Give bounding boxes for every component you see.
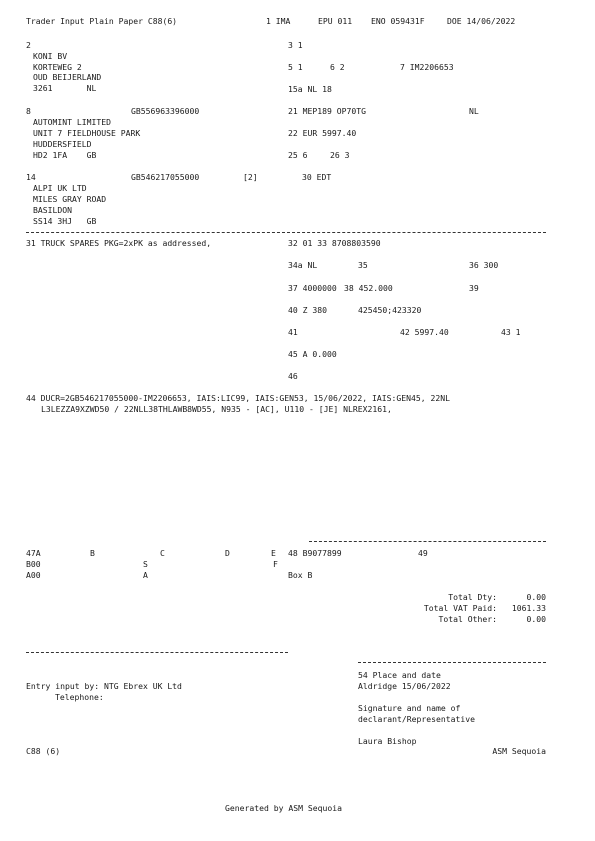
box-47-col-c: C — [160, 548, 165, 558]
box-14-label: 14 — [26, 172, 36, 182]
box-44-additional-info: 44 DUCR=2GB546217055000-IM2206653, IAIS:LIC99, IAIS:GEN53, 15/06/2022, IAIS:GEN45, 22NL — [26, 393, 450, 403]
declarant-eori: GB546217055000 — [131, 172, 200, 182]
footer-right-divider — [358, 662, 546, 663]
box-5-items: 5 1 — [288, 62, 303, 72]
section-divider — [26, 232, 546, 233]
box-32-33-commodity: 32 01 33 8708803590 — [288, 238, 381, 248]
consignor-line: OUD BEIJERLAND — [33, 72, 102, 82]
entry-input-by: Entry input by: NTG Ebrex UK Ltd — [26, 681, 182, 691]
box-38-net-mass: 38 452.000 — [344, 283, 393, 293]
box-45-adjustment: 45 A 0.000 — [288, 349, 337, 359]
box-40-references: 425450;423320 — [358, 305, 422, 315]
box-8-label: 8 — [26, 106, 31, 116]
total-vat-value: 1061.33 — [511, 603, 546, 613]
box-26-inland-mode: 26 3 — [330, 150, 350, 160]
consignee-line: UNIT 7 FIELDHOUSE PARK — [33, 128, 141, 138]
box-48-deferred-payment: 48 B9077899 — [288, 548, 342, 558]
box-40-previous-document: 40 Z 380 — [288, 305, 327, 315]
box-35-gross-mass: 35 — [358, 260, 368, 270]
box-2-label: 2 — [26, 40, 31, 50]
tax-divider — [309, 541, 546, 542]
software-name: ASM Sequoia — [492, 746, 546, 756]
box-b-accounting: Box B — [288, 570, 313, 580]
epu-number: EPU 011 — [318, 16, 353, 26]
total-vat-label: Total VAT Paid: — [423, 603, 497, 613]
box-39-quota: 39 — [469, 283, 479, 293]
declarant-line: ALPI UK LTD — [33, 183, 87, 193]
box-6-packages: 6 2 — [330, 62, 345, 72]
box-7-reference: 7 IM2206653 — [400, 62, 454, 72]
footer-left-divider — [26, 652, 288, 653]
box-54-label: 54 Place and date — [358, 670, 441, 680]
box-42-item-price: 42 5997.40 — [400, 327, 449, 337]
consignor-line: KORTEWEG 2 — [33, 62, 82, 72]
total-other-label: Total Other: — [438, 614, 497, 624]
date-of-entry: DOE 14/06/2022 — [447, 16, 516, 26]
declarant-line: MILES GRAY ROAD — [33, 194, 107, 204]
box-25-transport-mode: 25 6 — [288, 150, 308, 160]
entry-number: ENO 059431F — [371, 16, 425, 26]
consignor-line: 3261 NL — [33, 83, 97, 93]
box-21-nationality: NL — [469, 106, 479, 116]
declarant-representation: [2] — [243, 172, 258, 182]
box-1-declaration-type: 1 IMA — [266, 16, 291, 26]
document-title: Trader Input Plain Paper C88(6) — [26, 16, 178, 26]
consignee-line: AUTOMINT LIMITED — [33, 117, 111, 127]
telephone-label: Telephone: — [55, 692, 104, 702]
consignee-line: HUDDERSFIELD — [33, 139, 92, 149]
box-21-transport: 21 MEP189 OP70TG — [288, 106, 366, 116]
box-43-valuation-method: 43 1 — [501, 327, 521, 337]
box-22-currency-amount: 22 EUR 5997.40 — [288, 128, 357, 138]
declarant-line: SS14 3HJ GB — [33, 216, 97, 226]
box-47-col-b: B — [90, 548, 95, 558]
generated-by-footer: Generated by ASM Sequoia — [225, 803, 342, 813]
box-37-procedure: 37 4000000 — [288, 283, 337, 293]
box-31-goods-description: 31 TRUCK SPARES PKG=2xPK as addressed, — [26, 238, 212, 248]
box-36-preference: 36 300 — [469, 260, 499, 270]
box-41-supplementary-units: 41 — [288, 327, 298, 337]
box-49-warehouse: 49 — [418, 548, 428, 558]
box-47-row-cell: S — [143, 559, 148, 569]
box-46-statistical-value: 46 — [288, 371, 298, 381]
box-47-col-d: D — [225, 548, 230, 558]
box-15a-dispatch-country: 15a NL 18 — [288, 84, 332, 94]
box-47-row: A00 — [26, 570, 41, 580]
total-duty-value: 0.00 — [526, 592, 546, 602]
box-30-location: 30 EDT — [302, 172, 332, 182]
signature-label: Signature and name of — [358, 703, 461, 713]
box-47-header: 47A — [26, 548, 41, 558]
consignee-eori: GB556963396000 — [131, 106, 200, 116]
declarant-representative-label: declarant/Representative — [358, 714, 475, 724]
box-47-row: B00 — [26, 559, 41, 569]
declarant-line: BASILDON — [33, 205, 72, 215]
box-3-forms: 3 1 — [288, 40, 303, 50]
box-47-col-e: E — [271, 548, 276, 558]
total-duty-label: Total Dty: — [448, 592, 497, 602]
box-47-row-cell: A — [143, 570, 148, 580]
consignee-line: HD2 1FA GB — [33, 150, 97, 160]
box-34a-origin: 34a NL — [288, 260, 318, 270]
signatory-name: Laura Bishop — [358, 736, 417, 746]
total-other-value: 0.00 — [526, 614, 546, 624]
place-and-date: Aldridge 15/06/2022 — [358, 681, 451, 691]
form-identifier: C88 (6) — [26, 746, 61, 756]
box-44-additional-info-cont: L3LEZZA9XZWD50 / 22NLL38THLAWB8WD55, N935 - [AC], U110 - [JE] NLREX2161, — [41, 404, 392, 414]
box-47-row-cell: F — [273, 559, 278, 569]
consignor-line: KONI BV — [33, 51, 68, 61]
